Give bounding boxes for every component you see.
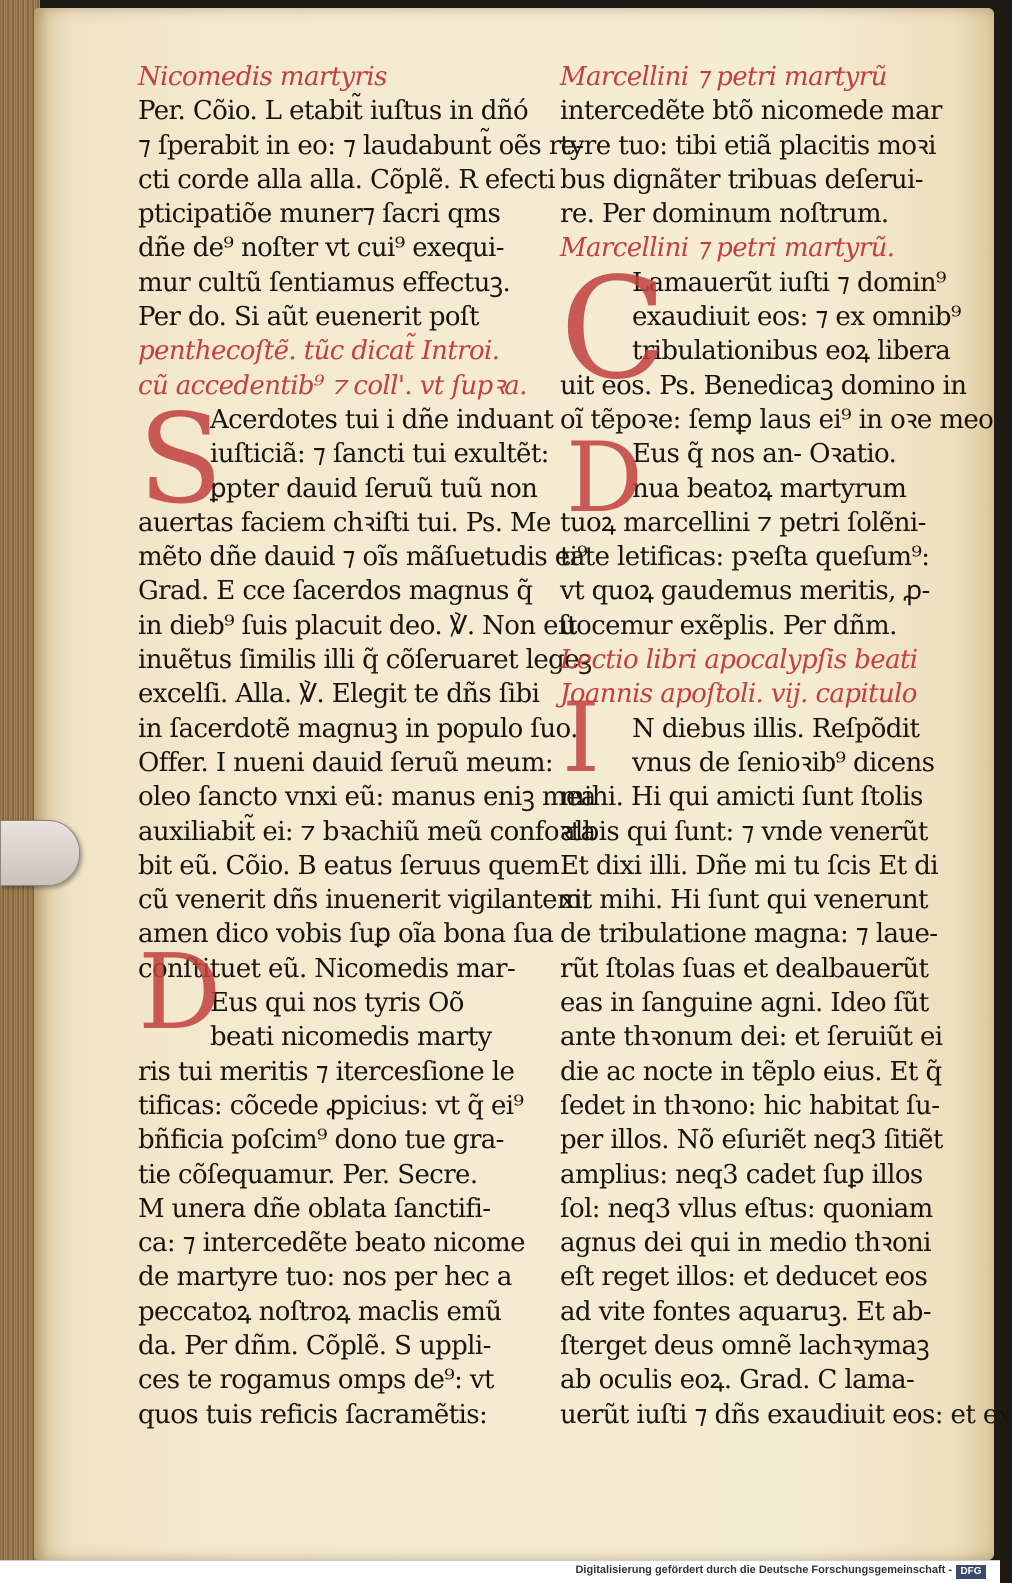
text-line: tificas: cõcede ꝓpicius: vt q̃ ei⁹ — [138, 1090, 524, 1121]
text-line: xit mihi. Hi ſunt qui venerunt — [560, 885, 928, 916]
text-line: M unera dñe oblata ſanctifi- — [138, 1193, 491, 1224]
text-line: Offer. I nueni dauid ſeruũ meum: — [138, 747, 554, 778]
text-line: ſedet in thꝛono: hic habitat ſu- — [560, 1090, 940, 1121]
text-line: agnus dei qui in medio thꝛoni — [560, 1228, 931, 1259]
text-line: Et dixi illi. Dñe mi tu ſcis Et di — [560, 850, 938, 881]
right-header: Marcellini ⁊ petri martyrũ — [560, 62, 887, 92]
text-line: re. Per dominum noſtrum. — [560, 199, 889, 230]
text-line: Lamauerũt iuſti ⁊ domin⁹ — [632, 267, 946, 298]
text-line: Marcellini ⁊ petri martyrũ. — [560, 233, 895, 264]
text-line: uerũt iuſti ⁊ dñs exaudiuit eos: et ex — [560, 1399, 1012, 1430]
text-line: Grad. E cce ſacerdos magnus q̃ — [138, 576, 533, 607]
text-line: vnus de ſenioꝛib⁹ dicens — [632, 747, 935, 778]
footer-bar — [0, 1560, 1000, 1583]
text-line: penthecoſtẽ. tũc dicat̃ Introi. — [138, 336, 500, 367]
text-line: ab oculis eoꝝ. Grad. C lama- — [560, 1365, 915, 1396]
text-line: tribulationibus eoꝝ libera — [632, 336, 951, 367]
text-line: oleo ſancto vnxi eũ: manus eniꝫ mea — [138, 782, 596, 813]
page-clip — [0, 820, 80, 886]
text-line: ces te rogamus omps de⁹: vt — [138, 1365, 494, 1396]
text-line: inuẽtus ſimilis illi q̃ cõſeruaret legeꝫ — [138, 645, 592, 676]
text-line: uocemur exẽplis. Per dñm. — [560, 610, 897, 641]
text-line: Lectio libri apocalypſis beati — [560, 645, 918, 676]
text-line: pticipatiõe muner⁊ ſacri qms — [138, 199, 501, 230]
text-line: Joannis apoſtoli. vij. capitulo — [560, 679, 917, 710]
initial-letter: D — [566, 422, 643, 534]
text-line: quos tuis reficis ſacramẽtis: — [138, 1399, 488, 1430]
text-line: cti corde alla alla. Cõplẽ. R efecti — [138, 164, 555, 195]
initial-letter: I — [562, 682, 600, 794]
dfg-logo: DFG — [956, 1565, 986, 1579]
text-line: de martyre tuo: nos per hec a — [138, 1262, 512, 1293]
text-line: N diebus illis. Reſpõdit — [632, 713, 920, 744]
text-line: tuoꝝ marcellini ⁊ petri ſolẽni- — [560, 507, 926, 538]
text-line: albis qui ſunt: ⁊ vnde venerũt — [560, 816, 928, 847]
text-line: die ac nocte in tẽplo eius. Et q̃ — [560, 1056, 942, 1087]
text-line: de tribulatione magna: ⁊ laue- — [560, 919, 938, 950]
left-header: Nicomedis martyris — [138, 62, 387, 92]
text-line: conſtituet eũ. Nicomedis mar- — [138, 953, 516, 984]
text-line: auxiliabit̃ ei: ⁊ bꝛachiũ meũ confoꝛta — [138, 816, 596, 847]
text-line: ꝑpter dauid ſeruũ tuũ non — [210, 473, 538, 504]
initial-letter: S — [138, 388, 223, 532]
text-line: ante thꝛonum dei: et ſeruiũt ei — [560, 1022, 943, 1053]
text-line: vt quoꝝ gaudemus meritis, ꝓ- — [560, 576, 930, 607]
text-line: oĩ tẽpoꝛe: ſemꝑ laus ei⁹ in oꝛe meo. — [560, 404, 1001, 435]
text-line: Per. Cõio. L etabit̃ iuſtus in dñó — [138, 96, 528, 127]
text-line: nua beatoꝝ martyrum — [632, 473, 907, 504]
text-line: Per do. Si aũt euenerit poſt — [138, 302, 479, 333]
text-line: uit eos. Ps. Benedicaꝫ domino in — [560, 370, 967, 401]
text-line: bñficia poſcim⁹ dono tue gra- — [138, 1125, 504, 1156]
initial-letter: C — [560, 248, 668, 411]
left-column — [138, 60, 596, 1432]
text-line: exaudiuit eos: ⁊ ex omnib⁹ — [632, 302, 961, 333]
funding-credit: Digitalisierung gefördert durch die Deutsche Forschungsgemeinschaft - — [575, 1564, 952, 1576]
text-line: ſol: neq3 vllus eſtus: quoniam — [560, 1193, 933, 1224]
text-line: cũ accedentib⁹ ⁊ coll'. vt ſupꝛa. — [138, 370, 527, 401]
text-line: Eus q̃ nos an- Oꝛatio. — [632, 439, 897, 470]
text-line: amen dico vobis ſuꝑ oĩa bona ſua — [138, 919, 554, 950]
text-line: da. Per dñm. Cõplẽ. S uppli- — [138, 1330, 491, 1361]
text-line: auertas faciem chꝛiſti tui. Ps. Me — [138, 507, 551, 538]
text-line: in dieb⁹ ſuis placuit deo. ℣. Non eſt — [138, 610, 577, 641]
text-line: in ſacerdotẽ magnuꝫ in populo ſuo. — [138, 713, 578, 744]
text-line: mihi. Hi qui amicti ſunt ſtolis — [560, 782, 923, 813]
text-line: iuſticiã: ⁊ ſancti tui exultẽt: — [210, 439, 549, 470]
text-line: rũt ſtolas ſuas et dealbauerũt — [560, 953, 929, 984]
text-line: peccatoꝝ noſtroꝝ maclis emũ — [138, 1296, 502, 1327]
text-line: Acerdotes tui i dñe induant — [210, 404, 554, 435]
text-line: bit eũ. Cõio. B eatus ſeruus quem — [138, 850, 560, 881]
text-line: tie cõſequamur. Per. Secre. — [138, 1159, 478, 1190]
initial-letter: D — [138, 931, 222, 1053]
text-line: ſterget deus omnẽ lachꝛymaꝫ — [560, 1330, 930, 1361]
left-column-text — [138, 94, 596, 1432]
text-line: excelſi. Alla. ℣. Elegit te dñs ſibi — [138, 679, 540, 710]
text-line: eſt reget illos: et deducet eos — [560, 1262, 928, 1293]
text-line: beati nicomedis marty — [210, 1022, 492, 1053]
text-line: mẽto dñe dauid ⁊ oĩs mãſuetudis ei⁹ — [138, 542, 588, 573]
text-line: tyre tuo: tibi etiã placitis moꝛi — [560, 130, 936, 161]
text-line: ⁊ ſperabit in eo: ⁊ laudabunt̃ oẽs re- — [138, 130, 584, 161]
text-line: eas in ſanguine agni. Ideo ſũt — [560, 988, 929, 1019]
text-line: intercedẽte btõ nicomede mar — [560, 96, 942, 127]
text-line: amplius: neq3 cadet ſuꝑ illos — [560, 1159, 923, 1190]
text-line: dñe de⁹ noſter vt cui⁹ exequi- — [138, 233, 504, 264]
text-line: ca: ⁊ intercedẽte beato nicome — [138, 1228, 525, 1259]
text-line: per illos. Nõ eſuriẽt neq3 ſitiẽt — [560, 1125, 943, 1156]
text-line: Eus qui nos tyris Oõ — [210, 988, 464, 1019]
text-line: tate letificas: pꝛeſta queſum⁹: — [560, 542, 930, 573]
text-line: cũ venerit dñs inuenerit vigilantem: — [138, 885, 590, 916]
text-line: mur cultũ ſentiamus effectuꝫ. — [138, 267, 511, 298]
text-line: ad vite fontes aquaruꝫ. Et ab- — [560, 1296, 931, 1327]
text-line: ris tui meritis ⁊ itercesſione le — [138, 1056, 515, 1087]
text-line: bus dignãter tribuas deſerui- — [560, 164, 923, 195]
